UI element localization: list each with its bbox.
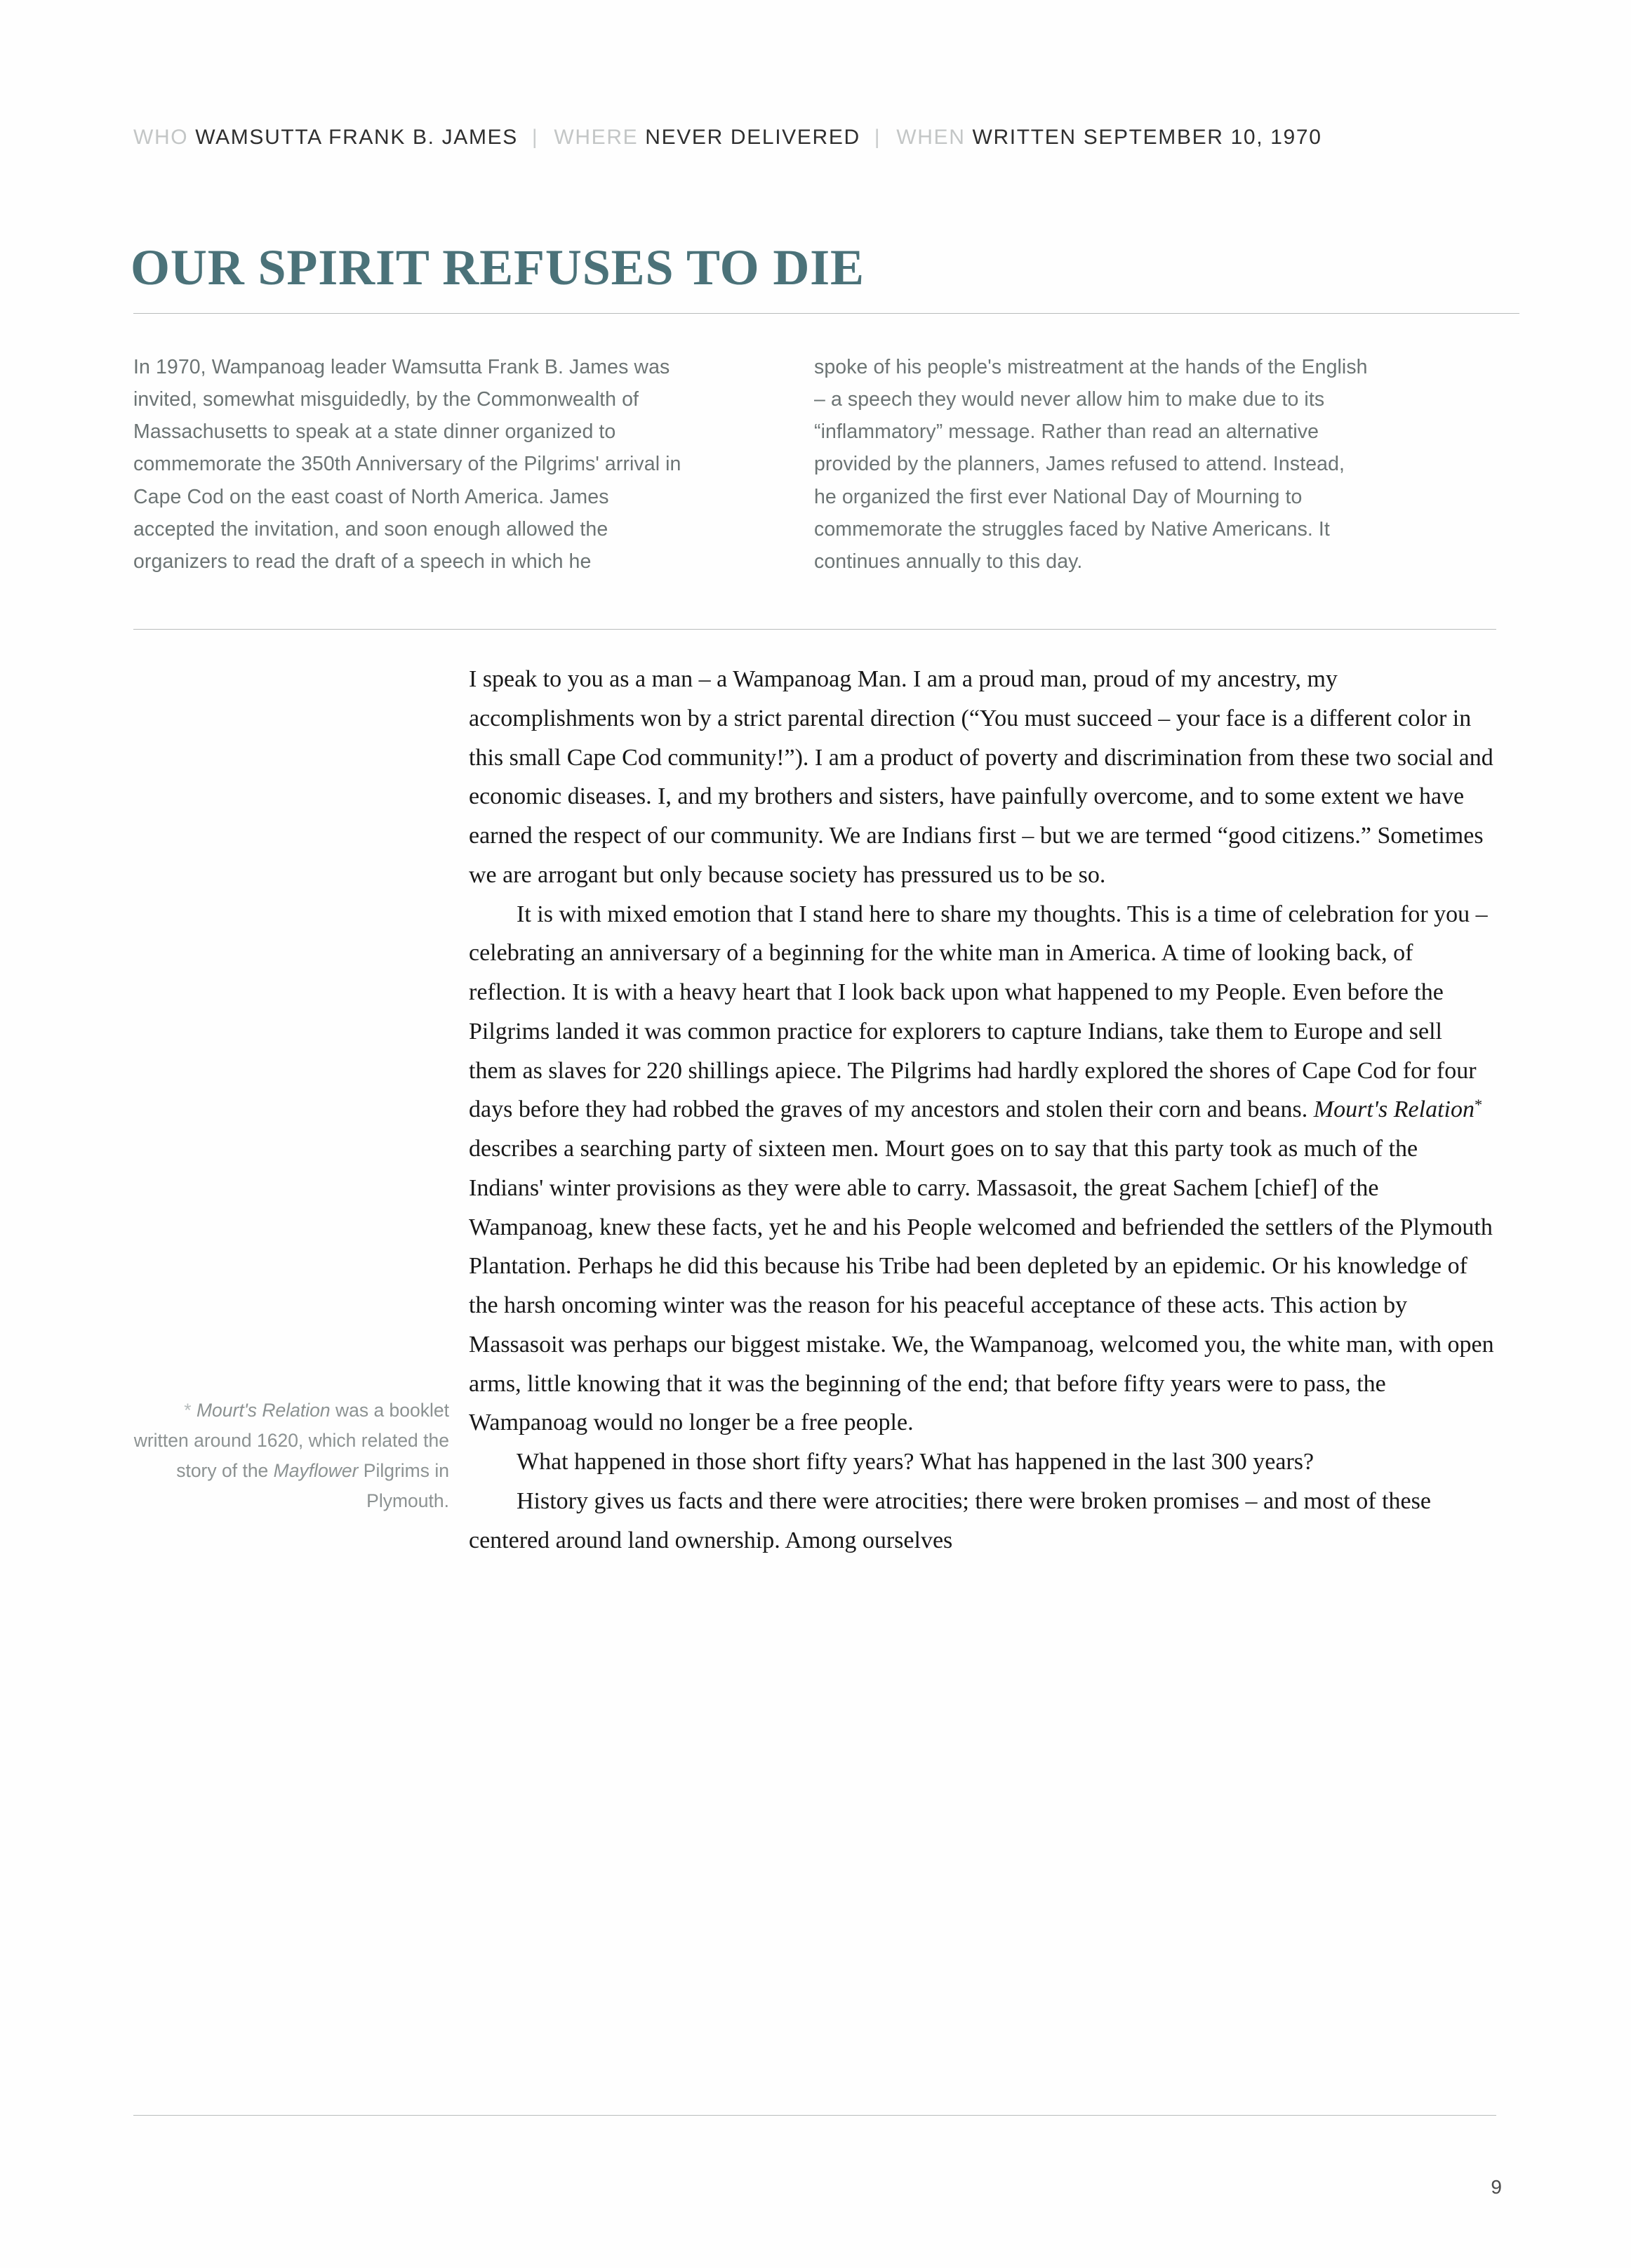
footnote-text-2: Pilgrims in Plymouth. — [358, 1459, 449, 1511]
divider-above-footer — [133, 2115, 1496, 2116]
body-paragraph-4: History gives us facts and there were atrocities; there were broken promises – and most of these centered around land ownership. Among ourselves — [469, 1487, 1431, 1553]
body-paragraph-1: I speak to you as a man – a Wampanoag Man. I am a proud man, proud of my ancestry, my accomplishments won by a strict parental direction (“You must succeed – your face is a different color in this small Cape Cod community!”). I am a product of poverty and discrimination from these two social and economic diseases. I, and my brothers and sisters, have painfully overcome, and to some extent we have earned the respect of our community. We are Indians first – but we are termed “good citizens.” Sometimes we are arrogant but only because society has pressured us to be so. — [469, 666, 1493, 888]
footnote-asterisk: * — [184, 1400, 192, 1421]
page-title: OUR SPIRIT REFUSES TO DIE — [131, 239, 865, 296]
meta-separator-2: | — [874, 126, 881, 149]
speech-body — [469, 660, 1495, 1560]
intro-column-right: spoke of his people's mistreatment at the hands of the English – a speech they would never allow him to make due to its “inflammatory” message. Rather than read an alternative provided by the planners, James refused to attend. Instead, he organized the first ever National Day of Mourning to commemorate the struggles faced by Native Americans. It continues annually to this day. — [814, 356, 1368, 573]
document-meta-header — [133, 125, 1509, 150]
footnote-text-1: was a booklet written around 1620, which related the story of the — [133, 1400, 449, 1481]
where-value: NEVER DELIVERED — [645, 126, 860, 149]
footnote-margin-note — [133, 1395, 449, 1516]
footnote-italic-title-2: Mayflower — [273, 1459, 359, 1481]
page-number: 9 — [1491, 2176, 1502, 2198]
body-paragraph-3: What happened in those short fifty years? What has happened in the last 300 years? — [517, 1449, 1314, 1475]
when-value: WRITTEN SEPTEMBER 10, 1970 — [972, 126, 1322, 149]
footnote-italic-title-1: Mourt's Relation — [196, 1400, 331, 1421]
intro-block — [133, 351, 1502, 578]
intro-column-left: In 1970, Wampanoag leader Wamsutta Frank B. James was invited, somewhat misguidedly, by the Commonwealth of Massachusetts to speak at a state dinner organized to commemorate the 350th Anniversary of the Pilgrims' arrival in Cape Cod on the east coast of North America. James accepted the invitation, and soon enough allowed the organizers to read the draft of a speech in which he — [133, 356, 681, 573]
who-label: WHO — [133, 126, 189, 149]
body-paragraph-2-part-2: describes a searching party of sixteen men. Mourt goes on to say that this party took as much of the Indians' winter provisions as they were able to carry. Massasoit, the great Sachem [chief] of the Wampanoag, knew these facts, yet he and his People welcomed and befriended the settlers of the Plymouth Plantation. Perhaps he did this because his Tribe had been depleted by an epidemic. Or his knowledge of the harsh oncoming winter was the reason for his peaceful acceptance of these acts. This action by Massasoit was perhaps our biggest mistake. We, the Wampanoag, welcomed you, the white man, with open arms, little knowing that it was the beginning of the end; that before fifty years were to pass, the Wampanoag would no longer be a free people. — [469, 1136, 1494, 1436]
who-value: WAMSUTTA FRANK B. JAMES — [195, 126, 518, 149]
footnote-marker: * — [1474, 1096, 1483, 1114]
where-label: WHERE — [554, 126, 639, 149]
body-paragraph-2-part-1: It is with mixed emotion that I stand here to share my thoughts. This is a time of celebration for you – celebrating an anniversary of a beginning for the white man in America. A time of looking back, of reflection. It is with a heavy heart that I look back upon what happened to my People. Even before the Pilgrims landed it was common practice for explorers to capture Indians, take them to Europe and sell them as slaves for 220 shillings apiece. The Pilgrims had hardly explored the shores of Cape Cod for four days before they had robbed the graves of my ancestors and stolen their corn and beans. — [469, 901, 1488, 1123]
divider-below-title — [133, 313, 1519, 314]
meta-separator-1: | — [531, 126, 539, 149]
mourts-relation-italic: Mourt's Relation — [1313, 1096, 1474, 1123]
divider-below-intro — [133, 629, 1496, 630]
body-paragraph-2 — [469, 895, 1495, 1443]
when-label: WHEN — [896, 126, 966, 149]
